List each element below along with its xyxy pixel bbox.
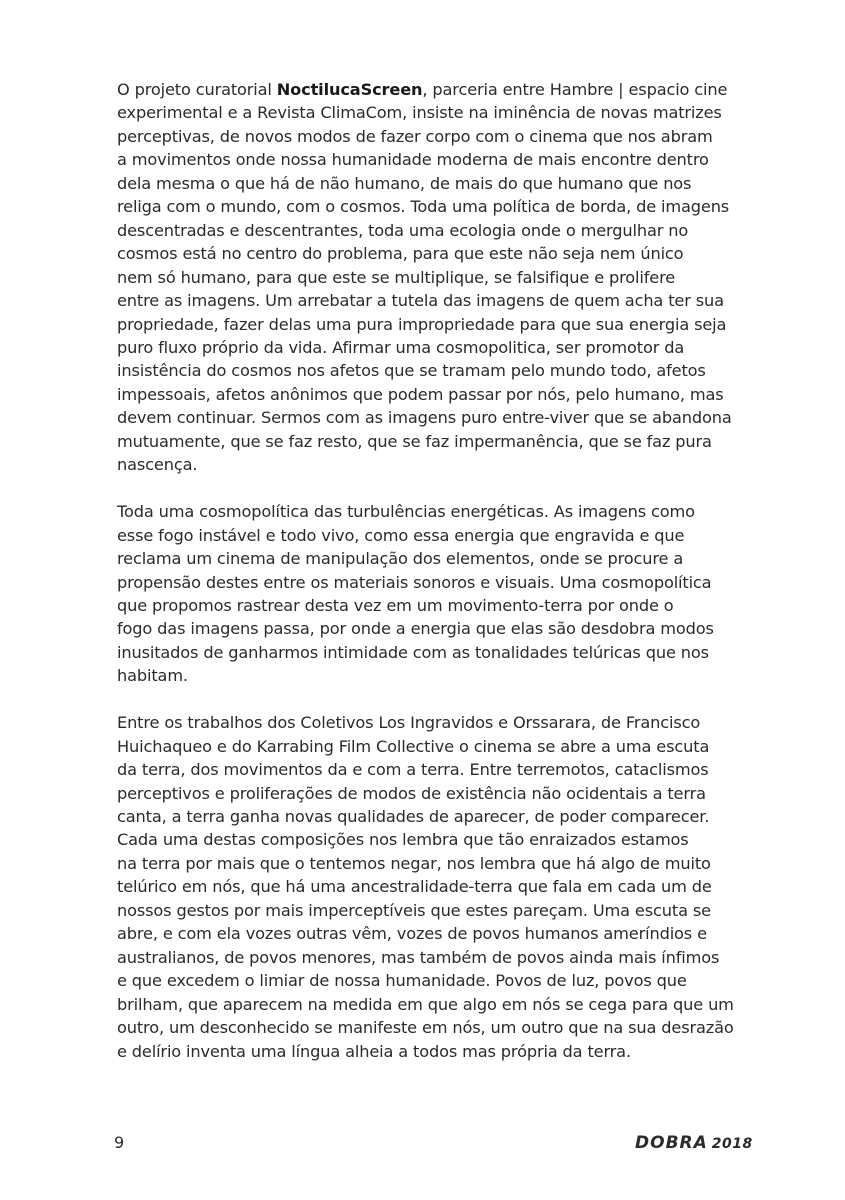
text-line xyxy=(117,383,757,406)
text-run: e que excedem o limiar de nossa humanidade. Povos de luz, povos que xyxy=(117,971,687,991)
page-number: 9 xyxy=(114,1133,125,1152)
text-run: telúrico em nós, que há uma ancestralidade-terra que fala em cada um de xyxy=(117,877,712,897)
text-line xyxy=(117,172,757,195)
text-run: reclama um cinema de manipulação dos elementos, onde se procure a xyxy=(117,549,684,569)
text-line xyxy=(117,711,757,734)
text-run: Huichaqueo e do Karrabing Film Collective o cinema se abre a uma escuta xyxy=(117,736,710,756)
text-run: habitam. xyxy=(117,666,188,686)
text-run: e delírio inventa uma língua alheia a todos mas própria da terra. xyxy=(117,1041,631,1061)
text-line xyxy=(117,359,757,382)
text-run: inusitados de ganharmos intimidade com as tonalidades telúricas que nos xyxy=(117,642,709,662)
text-run: mutuamente, que se faz resto, que se faz impermanência, que se faz pura xyxy=(117,431,712,451)
project-name: NoctilucaScreen xyxy=(276,80,423,99)
text-line xyxy=(117,266,757,289)
text-run: perceptivas, de novos modos de fazer corpo com o cinema que nos abram xyxy=(117,126,713,146)
text-line xyxy=(117,547,757,570)
text-run: impessoais, afetos anônimos que podem passar por nós, pelo humano, mas xyxy=(117,384,724,404)
text-line xyxy=(117,78,757,101)
text-line xyxy=(117,758,757,781)
text-line xyxy=(117,242,757,265)
text-run: nem só humano, para que este se multiplique, se falsifique e prolifere xyxy=(117,267,676,287)
text-run: nossos gestos por mais imperceptíveis que estes pareçam. Uma escuta se xyxy=(117,900,711,920)
text-line xyxy=(117,922,757,945)
text-run: devem continuar. Sermos com as imagens puro entre-viver que se abandona xyxy=(117,408,732,428)
text-line xyxy=(117,594,757,617)
text-line xyxy=(117,641,757,664)
text-line xyxy=(117,571,757,594)
text-run: a movimentos onde nossa humanidade moderna de mais encontre dentro xyxy=(117,150,709,170)
text-line xyxy=(117,500,757,523)
text-line xyxy=(117,430,757,453)
text-line xyxy=(117,993,757,1016)
text-run: perceptivos e proliferações de modos de existência não ocidentais a terra xyxy=(117,783,706,803)
text-run: propriedade, fazer delas uma pura impropriedade para que sua energia seja xyxy=(117,314,727,334)
text-run: Entre os trabalhos dos Coletivos Los Ingravidos e Orssarara, de Francisco xyxy=(117,713,701,733)
text-run: Cada uma destas composições nos lembra que tão enraizados estamos xyxy=(117,830,689,850)
text-line xyxy=(117,313,757,336)
text-line xyxy=(117,852,757,875)
text-line xyxy=(117,805,757,828)
text-line xyxy=(117,899,757,922)
text-line xyxy=(117,125,757,148)
text-line xyxy=(117,453,757,476)
text-run: experimental e a Revista ClimaCom, insiste na iminência de novas matrizes xyxy=(117,103,722,123)
text-run: religa com o mundo, com o cosmos. Toda uma política de borda, de imagens xyxy=(117,197,730,217)
text-run: abre, e com ela vozes outras vêm, vozes de povos humanos ameríndios e xyxy=(117,924,707,944)
text-line xyxy=(117,336,757,359)
publication-brand xyxy=(635,1133,753,1153)
text-run: na terra por mais que o tentemos negar, nos lembra que há algo de muito xyxy=(117,853,711,873)
text-line xyxy=(117,664,757,687)
text-run: esse fogo instável e todo vivo, como essa energia que engravida e que xyxy=(117,525,685,545)
text-run: puro fluxo próprio da vida. Afirmar uma cosmopolitica, ser promotor da xyxy=(117,337,685,357)
text-line xyxy=(117,101,757,124)
text-line xyxy=(117,782,757,805)
paragraph-break xyxy=(117,688,757,711)
text-run: australianos, de povos menores, mas também de povos ainda mais ínfimos xyxy=(117,947,720,967)
text-run: Toda uma cosmopolítica das turbulências energéticas. As imagens como xyxy=(117,502,695,522)
text-line xyxy=(117,875,757,898)
text-line xyxy=(117,1040,757,1063)
text-line xyxy=(117,828,757,851)
text-run: entre as imagens. Um arrebatar a tutela das imagens de quem acha ter sua xyxy=(117,291,724,311)
text-line xyxy=(117,148,757,171)
text-run: , parceria entre Hambre | espacio cine xyxy=(422,80,728,99)
paragraph-break xyxy=(117,477,757,500)
text-run: que propomos rastrear desta vez em um movimento-terra por onde o xyxy=(117,595,674,615)
text-run: cosmos está no centro do problema, para que este não seja nem único xyxy=(117,244,684,264)
text-line xyxy=(117,289,757,312)
text-line xyxy=(117,735,757,758)
brand-name: DOBRA xyxy=(635,1133,708,1153)
text-run: da terra, dos movimentos da e com a terra. Entre terremotos, cataclismos xyxy=(117,760,709,780)
text-line xyxy=(117,969,757,992)
text-run: fogo das imagens passa, por onde a energia que elas são desdobra modos xyxy=(117,619,714,639)
text-run: brilham, que aparecem na medida em que algo em nós se cega para que um xyxy=(117,994,734,1014)
body-text xyxy=(117,78,757,1063)
text-run: insistência do cosmos nos afetos que se tramam pelo mundo todo, afetos xyxy=(117,361,706,381)
text-run: O projeto curatorial xyxy=(117,80,277,99)
text-line xyxy=(117,1016,757,1039)
text-run: nascença. xyxy=(117,455,198,475)
text-line xyxy=(117,617,757,640)
brand-year: 2018 xyxy=(711,1136,753,1152)
text-line xyxy=(117,195,757,218)
text-run: descentradas e descentrantes, toda uma ecologia onde o mergulhar no xyxy=(117,220,689,240)
text-line xyxy=(117,406,757,429)
text-line xyxy=(117,946,757,969)
text-run: canta, a terra ganha novas qualidades de aparecer, de poder comparecer. xyxy=(117,807,710,827)
text-run: propensão destes entre os materiais sonoros e visuais. Uma cosmopolítica xyxy=(117,572,712,592)
text-line xyxy=(117,524,757,547)
text-line xyxy=(117,219,757,242)
text-run: dela mesma o que há de não humano, de mais do que humano que nos xyxy=(117,173,692,193)
text-run: outro, um desconhecido se manifeste em nós, um outro que na sua desrazão xyxy=(117,1018,734,1038)
